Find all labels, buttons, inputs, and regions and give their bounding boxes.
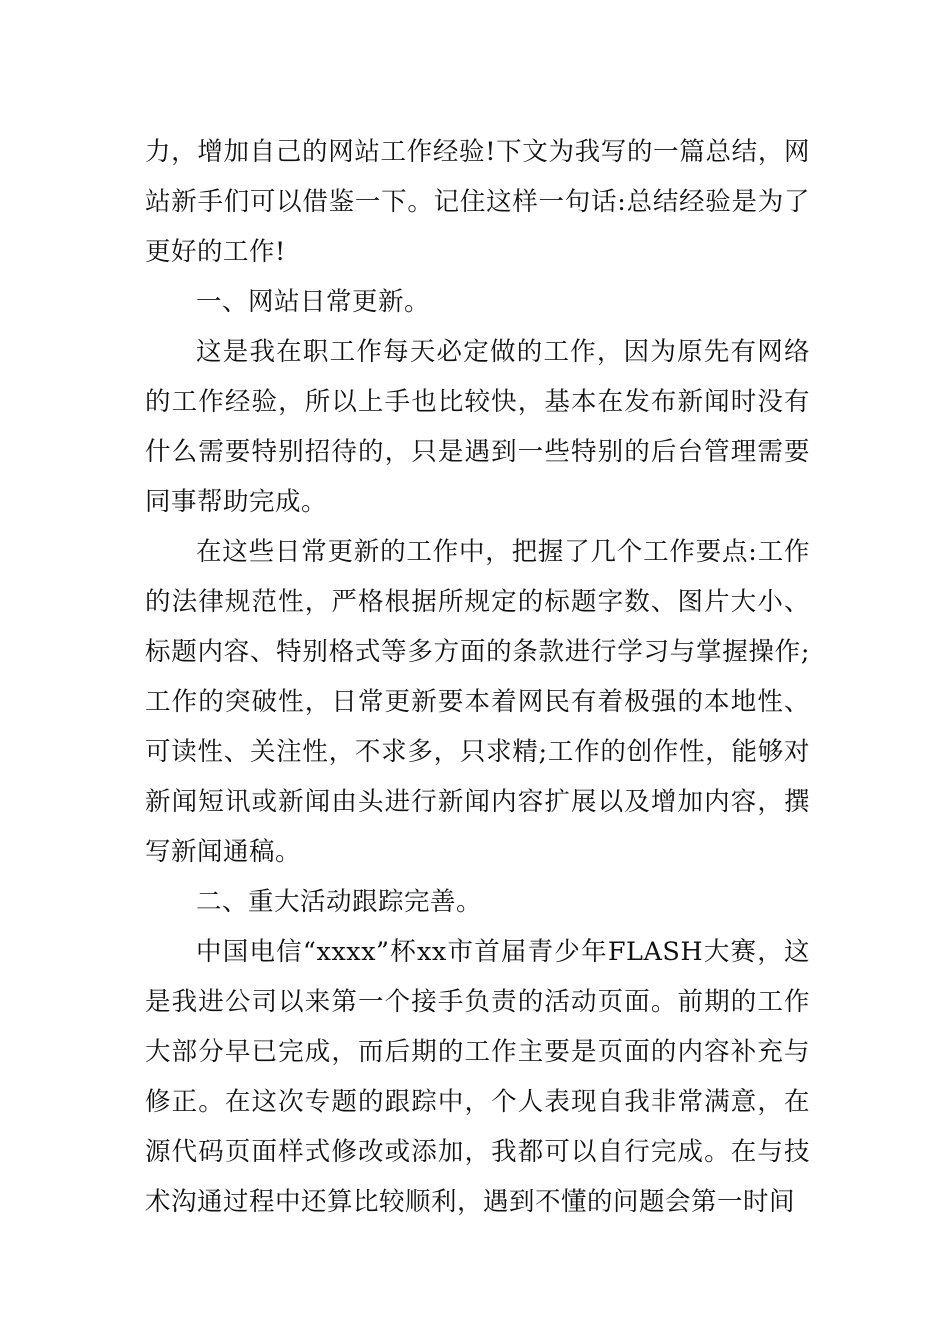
paragraph-flash-contest: 中国电信“xxxx”杯xx市首届青少年FLASH大赛，这是我进公司以来第一个接手负责的活动页面。前期的工作大部分早已完成，而后期的工作主要是页面的内容补充与修正。在这次专题的跟踪中，个人表现自我非常满意，在源代码页面样式修改或添加，我都可以自行完成。在与技术沟通过程中还算比较顺利，遇到不懂的问题会第一时间	[145, 937, 810, 1217]
document-body	[145, 127, 810, 1227]
paragraph-daily-work: 这是我在职工作每天必定做的工作，因为原先有网络的工作经验，所以上手也比较快，基本在发布新闻时没有什么需要特别招待的，只是遇到一些特别的后台管理需要同事帮助完成。	[145, 337, 810, 517]
paragraph-continuation: 力，增加自己的网站工作经验!下文为我写的一篇总结，网站新手们可以借鉴一下。记住这样一句话:总结经验是为了更好的工作!	[145, 137, 810, 267]
section-heading-daily-update: 一、网站日常更新。	[196, 287, 431, 317]
section-heading-major-events: 二、重大活动跟踪完善。	[196, 887, 483, 917]
paragraph-key-points: 在这些日常更新的工作中，把握了几个工作要点:工作的法律规范性，严格根据所规定的标题字数、图片大小、标题内容、特别格式等多方面的条款进行学习与掌握操作;工作的突破性，日常更新要本着网民有着极强的本地性、可读性、关注性，不求多，只求精;工作的创作性，能够对新闻短讯或新闻由头进行新闻内容扩展以及增加内容，撰写新闻通稿。	[145, 537, 810, 867]
